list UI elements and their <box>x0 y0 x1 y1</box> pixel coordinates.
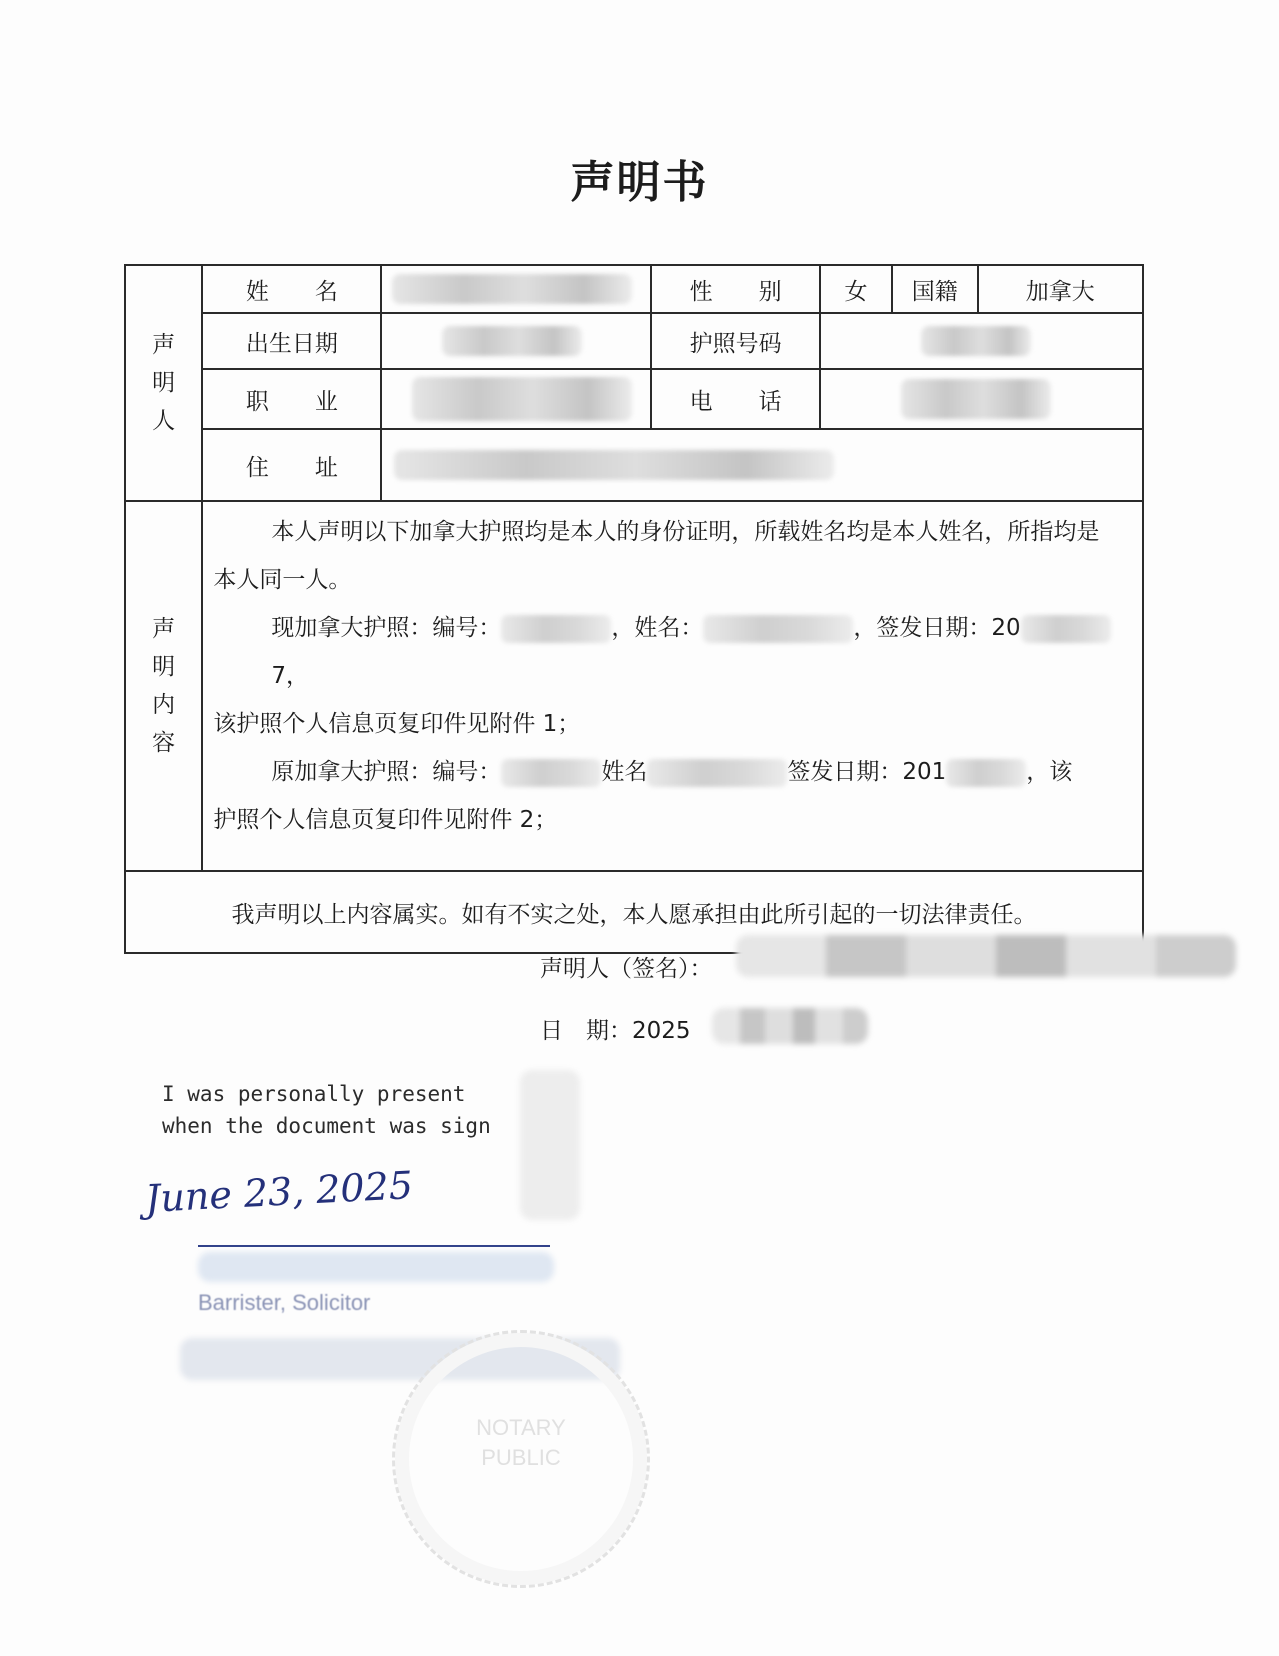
passport-number-label: 护照号码 <box>651 313 820 369</box>
seal-text: NOTARY PUBLIC <box>476 1415 566 1470</box>
document-title: 声明书 <box>570 157 709 208</box>
name-label: 姓 名 <box>202 265 381 313</box>
content-group-label: 声 明 内 容 <box>125 501 202 871</box>
notary-signature-redacted <box>520 1070 580 1220</box>
notary-name-redacted <box>198 1252 554 1282</box>
occupation-value-redacted <box>381 369 651 429</box>
date-line: 日 期：2025 <box>540 1018 691 1044</box>
address-label: 住 址 <box>202 429 381 501</box>
declaration-content <box>202 501 1143 871</box>
name-value-redacted <box>381 265 651 313</box>
passport-number-value-redacted <box>820 313 1143 369</box>
content-paragraph-1: 本人声明以下加拿大护照均是本人的身份证明，所载姓名均是本人姓名，所指均是 <box>271 519 1100 545</box>
declaration-table <box>124 264 1144 954</box>
notary-seal <box>392 1330 650 1588</box>
current-passport-attachment: 该护照个人信息页复印件见附件 1； <box>213 711 581 737</box>
previous-passport-attachment: 护照个人信息页复印件见附件 2； <box>213 807 558 833</box>
notary-signature-rule <box>198 1245 550 1247</box>
gender-label: 性 别 <box>651 265 820 313</box>
notary-handwritten-date: June 23, 2025 <box>144 1163 414 1221</box>
previous-passport-line: 原加拿大护照：编号： 姓名 签发日期：201 ，该 <box>271 759 1073 785</box>
date-redacted <box>712 1008 868 1044</box>
gender-value: 女 <box>820 265 892 313</box>
affirmation-statement: 我声明以上内容属实。如有不实之处，本人愿承担由此所引起的一切法律责任。 <box>125 871 1143 953</box>
occupation-label: 职 业 <box>202 369 381 429</box>
notary-statement: I was personally present when the document was sign <box>162 1082 491 1138</box>
nationality-label: 国籍 <box>892 265 978 313</box>
dob-value-redacted <box>381 313 651 369</box>
notary-title-caption: Barrister, Solicitor <box>198 1290 371 1315</box>
signature-line: 声明人（签名）： <box>540 956 713 982</box>
signature-redacted <box>736 935 1236 977</box>
nationality-value: 加拿大 <box>978 265 1143 313</box>
current-passport-line: 现加拿大护照：编号： ，姓名： ，签发日期：207， <box>213 604 1132 700</box>
declarant-group-label: 声 明 人 <box>125 265 202 501</box>
address-value-redacted <box>381 429 1143 501</box>
content-paragraph-1-cont: 本人同一人。 <box>213 567 352 593</box>
phone-label: 电 话 <box>651 369 820 429</box>
dob-label: 出生日期 <box>202 313 381 369</box>
phone-value-redacted <box>820 369 1143 429</box>
